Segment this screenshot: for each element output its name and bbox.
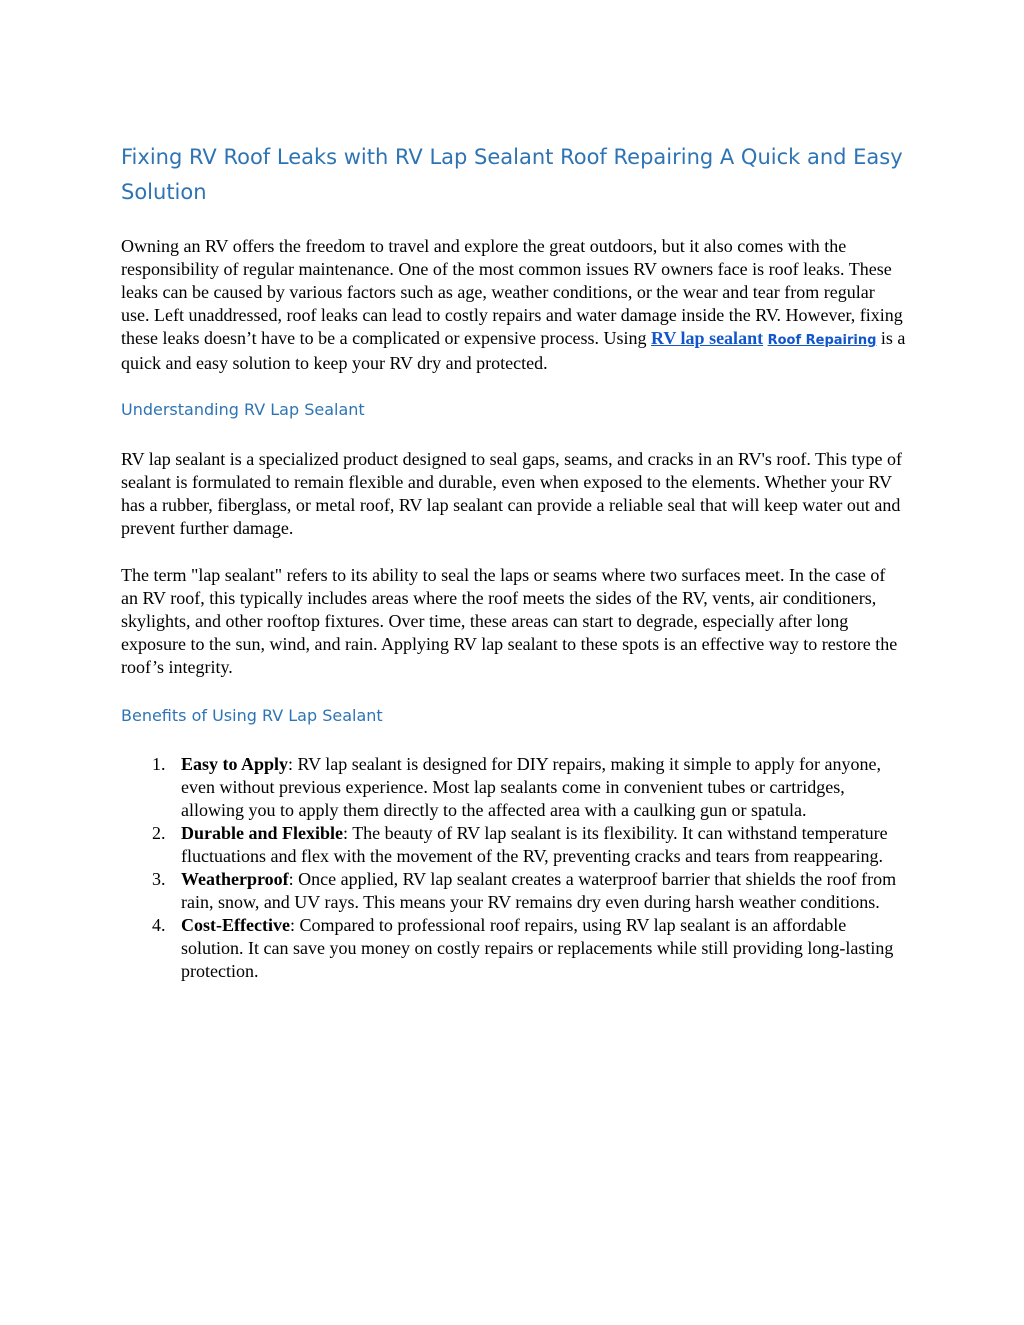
list-item-text: : The beauty of RV lap sealant is its flexibility. It can withstand temperature fluctuations and flex with the movement of the RV, preventing cracks and tears from reappearing. — [181, 823, 888, 866]
list-item-term: Easy to Apply — [181, 754, 289, 774]
list-item-term: Weatherproof — [181, 869, 289, 889]
rv-lap-sealant-link[interactable]: RV lap sealant — [651, 328, 764, 348]
list-item-number: 1. — [152, 754, 166, 774]
list-item-text: : RV lap sealant is designed for DIY repairs, making it simple to apply for anyone, even without previous experience. Most lap sealants come in convenient tubes or cartridges, allowing you to apply them directly to the affected area with a caulking gun or spatula. — [181, 754, 881, 820]
list-item-text: : Compared to professional roof repairs, using RV lap sealant is an affordable solution. It can save you money on costly repairs or replacements while still providing long-lasting protection. — [181, 915, 894, 981]
section-heading-benefits: Benefits of Using RV Lap Sealant — [121, 706, 383, 725]
roof-repairing-link[interactable]: Roof Repairing — [767, 333, 877, 348]
intro-paragraph — [121, 235, 906, 375]
document-title: Fixing RV Roof Leaks with RV Lap Sealant Roof Repairing A Quick and Easy Solution — [121, 145, 903, 204]
understanding-paragraph-2: The term "lap sealant" refers to its ability to seal the laps or seams where two surfaces meet. In the case of an RV roof, this typically includes areas where the roof meets the sides of the RV, vents, air conditioners, skylights, and other rooftop fixtures. Over time, these areas can start to degrade, especially after long exposure to the sun, wind, and rain. Applying RV lap sealant to these spots is an effective way to restore the roof’s integrity. — [121, 565, 898, 677]
list-item-number: 3. — [152, 869, 166, 889]
list-item — [121, 868, 906, 914]
list-item-number: 4. — [152, 915, 166, 935]
list-item — [121, 753, 906, 822]
intro-text-after-link: is a quick and easy solution to keep your RV dry and protected. — [121, 328, 906, 373]
section-heading-understanding: Understanding RV Lap Sealant — [121, 400, 365, 419]
intro-text-before-link: Owning an RV offers the freedom to travel and explore the great outdoors, but it also comes with the responsibility of regular maintenance. One of the most common issues RV owners face is roof leaks. These leaks can be caused by various factors such as age, weather conditions, or the wear and tear from regular use. Left unaddressed, roof leaks can lead to costly repairs and water damage inside the RV. However, fixing these leaks doesn’t have to be a complicated or expensive process. Using — [121, 236, 903, 348]
list-item-term: Cost-Effective — [181, 915, 290, 935]
list-item-text: : Once applied, RV lap sealant creates a waterproof barrier that shields the roof from rain, snow, and UV rays. This means your RV remains dry even during harsh weather conditions. — [181, 869, 897, 912]
list-item — [121, 914, 906, 983]
understanding-paragraph-1: RV lap sealant is a specialized product designed to seal gaps, seams, and cracks in an RV's roof. This type of sealant is formulated to remain flexible and durable, even when exposed to the elements. Whether your RV has a rubber, fiberglass, or metal roof, RV lap sealant can provide a reliable seal that will keep water out and prevent further damage. — [121, 449, 902, 538]
list-item-term: Durable and Flexible — [181, 823, 344, 843]
list-item-number: 2. — [152, 823, 166, 843]
document-page — [121, 140, 906, 983]
list-item — [121, 822, 906, 868]
benefits-list — [121, 753, 906, 983]
